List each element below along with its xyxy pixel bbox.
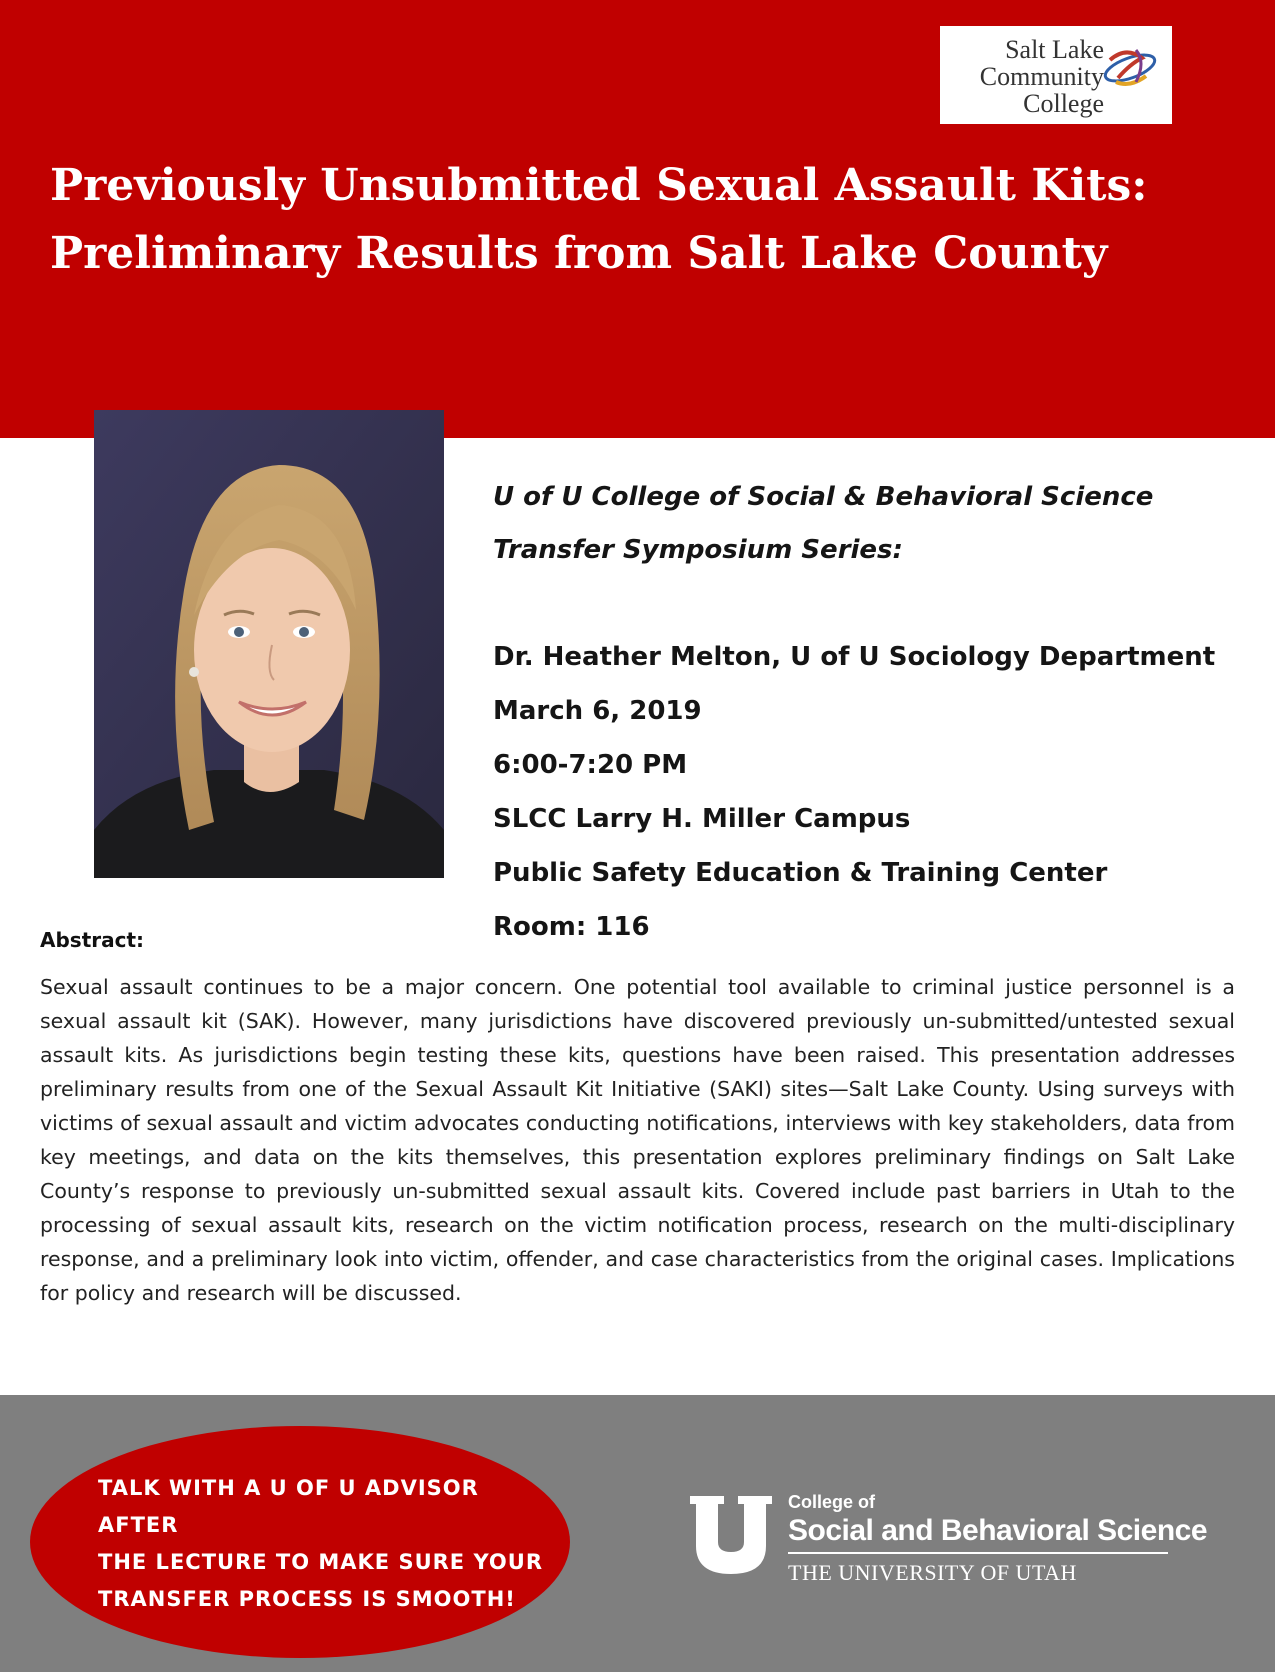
series-line-1: U of U College of Social & Behavioral Science <box>493 482 1154 512</box>
university-name: THE UNIVERSITY OF UTAH <box>788 1560 1077 1585</box>
event-building: Public Safety Education & Training Center <box>493 858 1108 888</box>
advisor-message: TALK WITH A U OF U ADVISOR AFTER THE LECTURE TO MAKE SURE YOUR TRANSFER PROCESS IS SMOOTH! <box>98 1476 544 1611</box>
speaker-photo <box>94 410 444 878</box>
slcc-logo <box>940 26 1172 124</box>
event-time: 6:00-7:20 PM <box>493 750 688 780</box>
event-title: Previously Unsubmitted Sexual Assault Kits: Preliminary Results from Salt Lake County <box>50 160 1148 279</box>
abstract-label: Abstract: <box>40 928 145 952</box>
abstract-text: Sexual assault continues to be a major concern. One potential tool available to criminal justice personnel is a sexual assault kit (SAK). However, many jurisdictions have discovered previously un-submitted/untested sexual assault kits. As jurisdictions begin testing these kits, questions have been raised. This presentation addresses preliminary results from one of the Sexual Assault Kit Initiative (SAKI) sites—Salt Lake County. Using surveys with victims of sexual assault and victim advocates conducting notifications, interviews with key stakeholders, data from key meetings, and data on the kits themselves, this presentation explores preliminary findings on Salt Lake County’s response to previously un-submitted sexual assault kits. Covered include past barriers in Utah to the processing of sexual assault kits, research on the victim notification process, research on the multi-disciplinary response, and a preliminary look into victim, offender, and case characteristics from the original cases. Implications for policy and research will be discussed. <box>40 975 1235 1305</box>
slcc-emblem-icon <box>1096 38 1164 98</box>
event-campus: SLCC Larry H. Miller Campus <box>493 804 911 834</box>
college-name: Social and Behavioral Science <box>788 1514 1208 1547</box>
event-room: Room: 116 <box>493 912 650 942</box>
college-divider <box>788 1552 1168 1554</box>
college-prefix: College of <box>788 1492 876 1512</box>
event-date: March 6, 2019 <box>493 696 702 726</box>
university-u-logo-icon <box>686 1490 776 1580</box>
series-line-2: Transfer Symposium Series: <box>493 535 903 565</box>
slcc-logo-text: Salt Lake Community College <box>979 35 1104 118</box>
speaker-name: Dr. Heather Melton, U of U Sociology Department <box>493 642 1216 672</box>
